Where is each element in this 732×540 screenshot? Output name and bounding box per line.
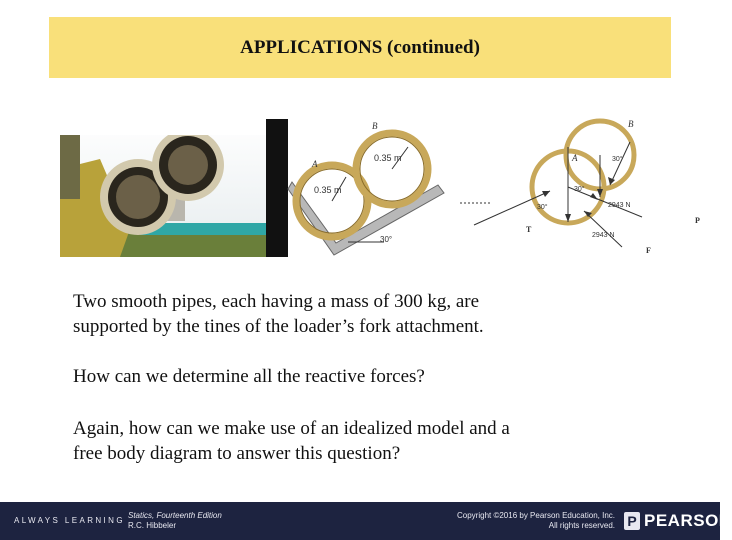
paragraph-3	[73, 416, 653, 466]
copyright-line: Copyright ©2016 by Pearson Education, Inc.	[457, 511, 615, 520]
title-bar	[49, 17, 671, 78]
idealized-model-diagram	[288, 117, 458, 260]
paragraph-3-line-2: free body diagram to answer this question?	[73, 443, 401, 464]
fbd-force-lower: 2943 N	[592, 232, 615, 239]
radius-bottom-label: 0.35 m	[314, 185, 342, 195]
free-body-diagram	[460, 117, 700, 260]
paragraph-2-line-1: How can we determine all the reactive forces?	[73, 366, 425, 387]
rights-line: All rights reserved.	[548, 521, 615, 530]
book-title: Statics, Fourteenth Edition	[128, 511, 222, 520]
pearson-logo-icon: P	[624, 512, 640, 530]
radius-top-label: 0.35 m	[374, 153, 402, 163]
figure	[60, 117, 700, 260]
book-author: R.C. Hibbeler	[128, 521, 177, 530]
fbd-force-upper: 2943 N	[608, 202, 631, 209]
book-credit	[128, 511, 222, 531]
label-A: A	[312, 159, 318, 169]
paragraph-1-line-1: Two smooth pipes, each having a mass of 300 kg, are	[73, 291, 480, 312]
paragraph-1-line-2: supported by the tines of the loader’s fork attachment.	[73, 316, 484, 337]
slide-title: APPLICATIONS (continued)	[240, 37, 480, 58]
paragraph-3-line-1: Again, how can we make use of an idealized model and a	[73, 418, 510, 439]
fbd-label-A: A	[572, 153, 578, 163]
paragraph-2	[73, 364, 653, 389]
copyright-notice	[457, 511, 615, 531]
angle-label: 30°	[380, 235, 393, 244]
fbd-angle-top: 30°	[612, 156, 623, 163]
fbd-label-T: T	[526, 225, 532, 234]
fbd-label-F: F	[646, 246, 651, 255]
fbd-angle-left: 30°	[537, 204, 548, 211]
label-B: B	[372, 121, 378, 131]
footer	[0, 502, 732, 540]
photo-border	[266, 119, 288, 257]
fbd-angle-mid: 30°	[574, 186, 585, 193]
fbd-label-P: P	[695, 216, 700, 225]
pearson-brand: PEARSON	[644, 511, 732, 530]
fbd-label-B: B	[628, 119, 634, 129]
loader-photo	[60, 119, 288, 257]
always-learning-tagline: ALWAYS LEARNING	[14, 516, 125, 525]
paragraph-1	[73, 289, 653, 339]
